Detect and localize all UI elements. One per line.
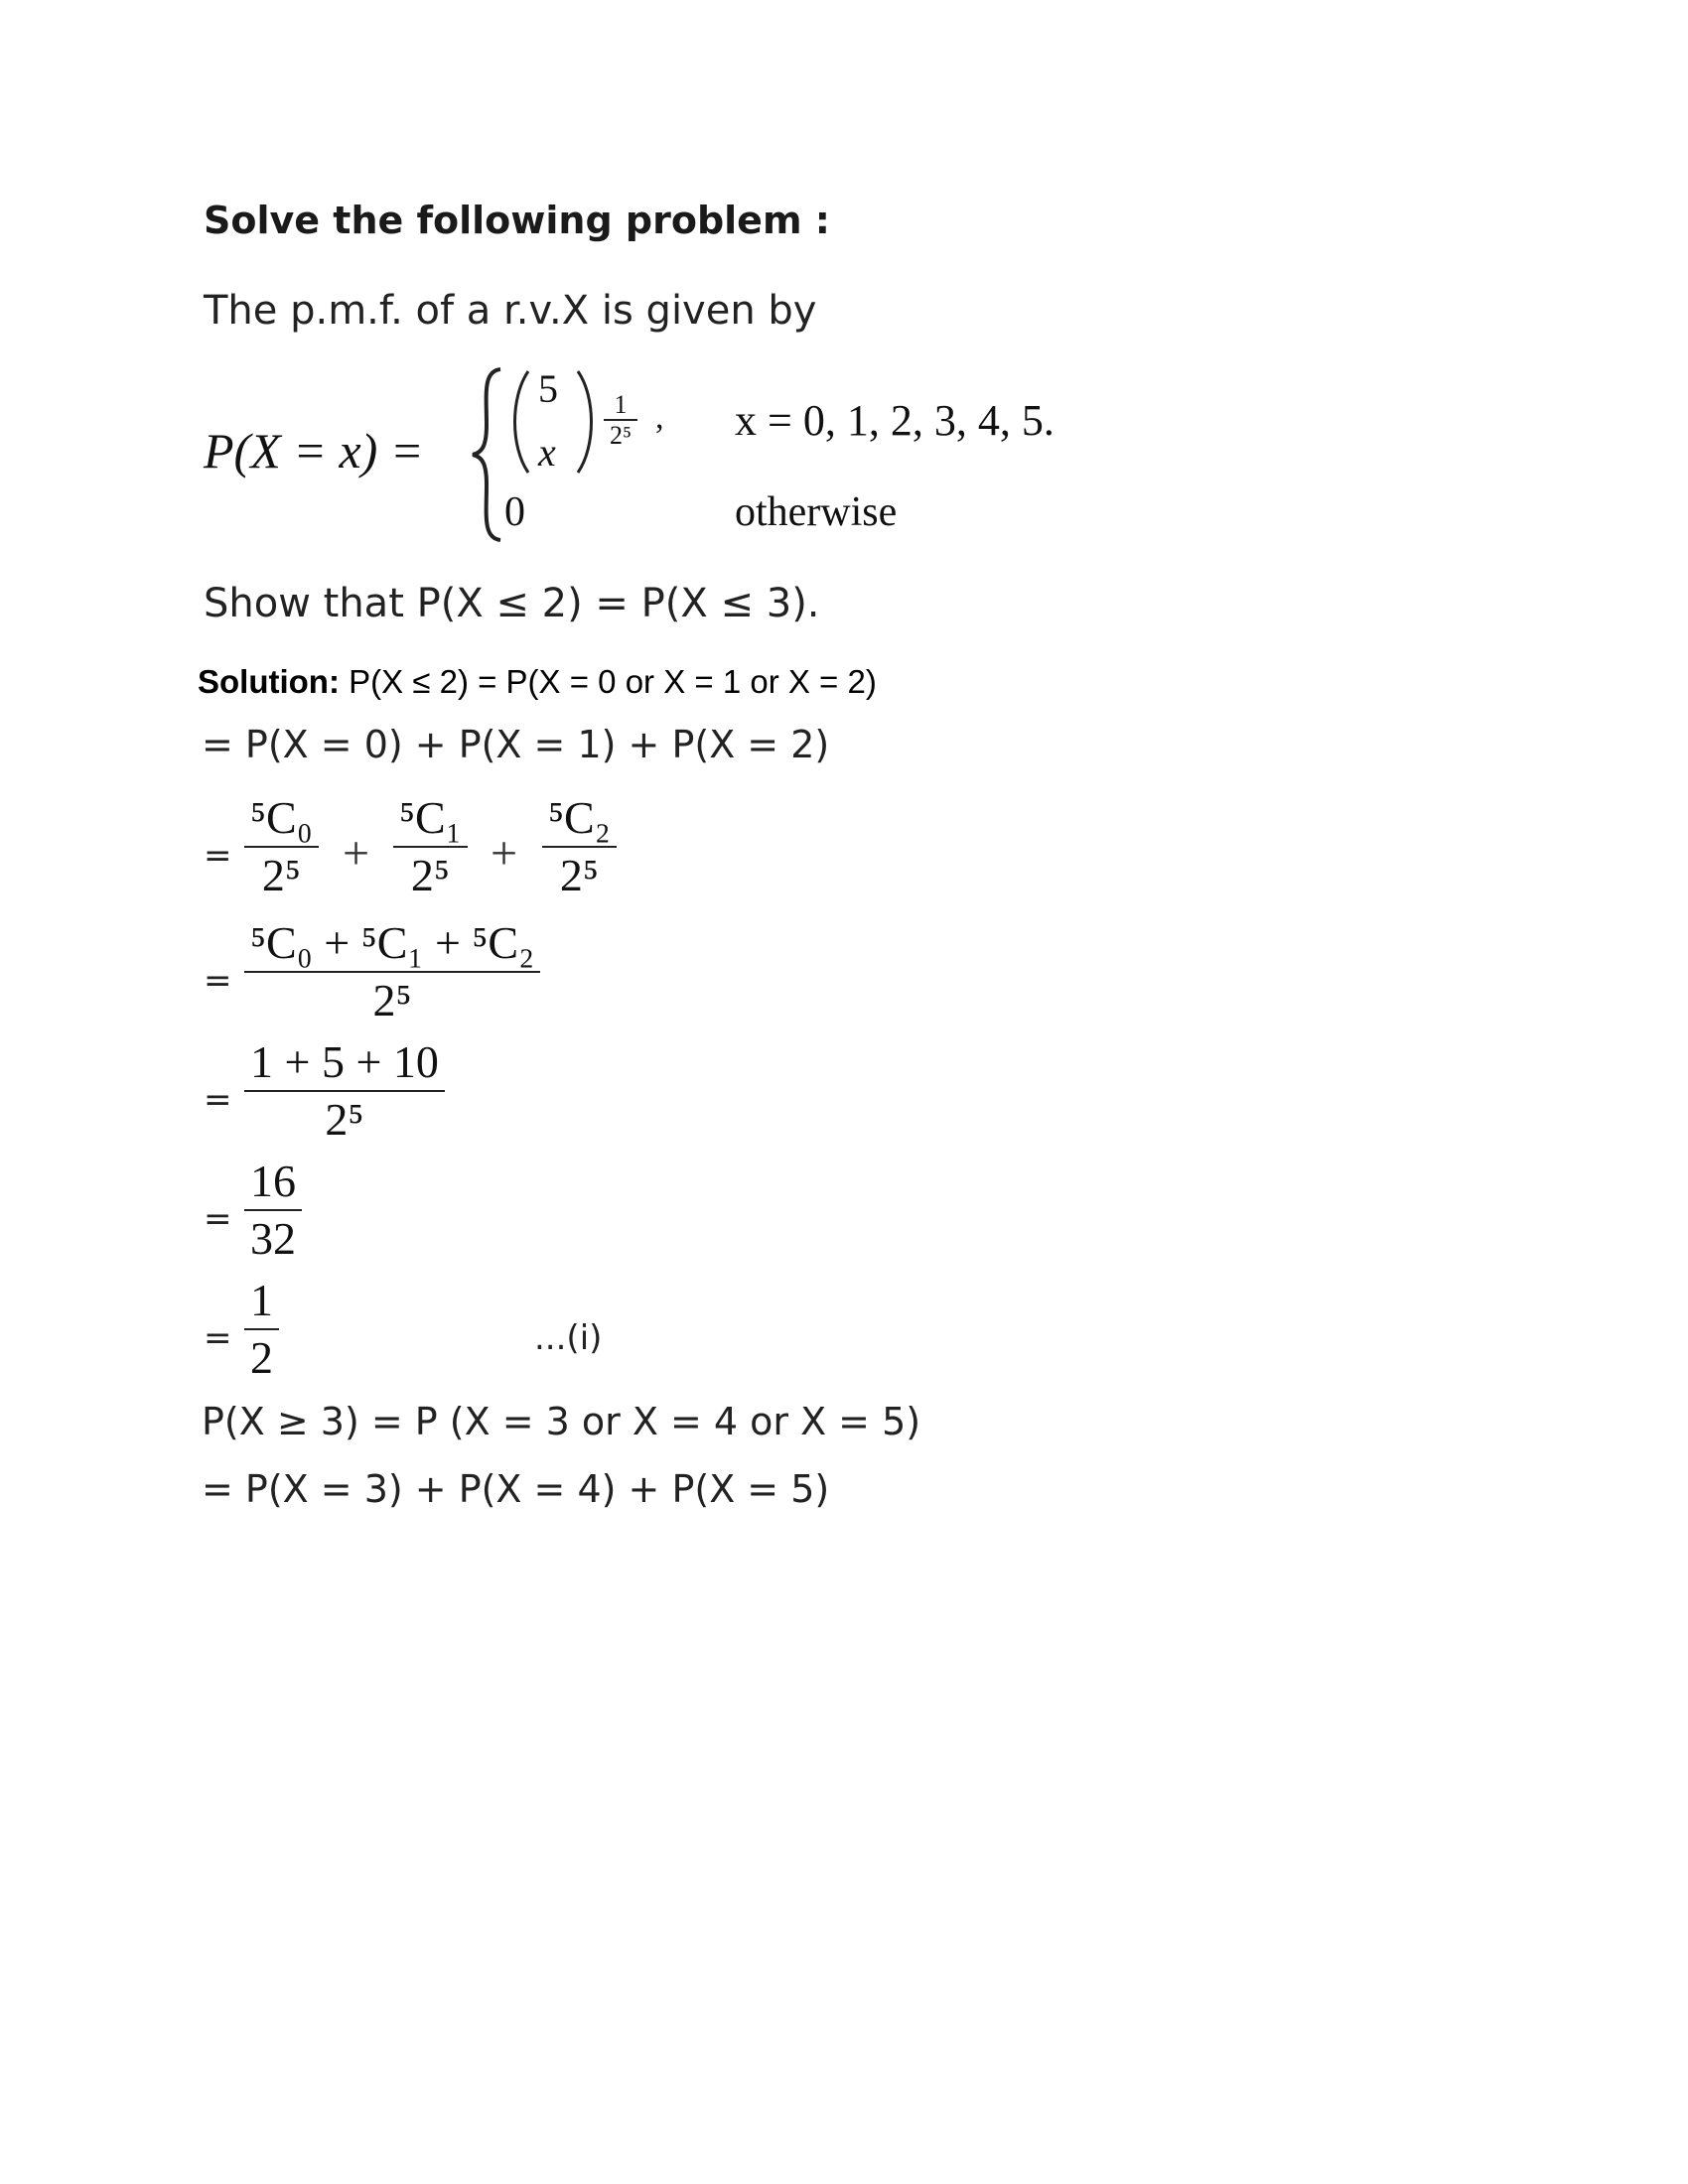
pmf-fraction: 1 2⁵ <box>604 391 637 449</box>
problem-intro: The p.m.f. of a r.v.X is given by <box>204 288 817 334</box>
solution-line <box>198 663 877 701</box>
case2-condition: otherwise <box>735 489 898 535</box>
plus-sign: + <box>343 827 370 880</box>
solution-label: Solution: <box>198 663 340 700</box>
equals-sign: = <box>204 836 232 876</box>
binom-top: 5 <box>538 366 558 411</box>
fraction-sum-combinations: ⁵C₀ + ⁵C₁ + ⁵C₂ 2⁵ <box>244 919 540 1025</box>
show-statement: Show that P(X ≤ 2) = P(X ≤ 3). <box>204 581 820 626</box>
fraction-16-32: 16 32 <box>244 1158 302 1264</box>
solution-text: P(X ≤ 2) = P(X = 0 or X = 1 or X = 2) <box>339 663 877 700</box>
case2-value: 0 <box>504 489 525 535</box>
fraction-5c2: ⁵C₂ 2⁵ <box>542 794 617 900</box>
fraction-5c1: ⁵C₁ 2⁵ <box>393 794 468 900</box>
fraction-1-2: 1 2 <box>244 1277 279 1383</box>
equals-sign: = <box>204 1080 232 1120</box>
fraction-5c0: ⁵C₀ 2⁵ <box>244 794 319 900</box>
step-line-1: = P(X = 0) + P(X = 1) + P(X = 2) <box>202 723 830 766</box>
step-line-7: P(X ≥ 3) = P (X = 3 or X = 4 or X = 5) <box>202 1400 921 1443</box>
left-brace-icon <box>469 365 508 544</box>
case1-condition: x = 0, 1, 2, 3, 4, 5. <box>735 396 1055 445</box>
pmf-comma: , <box>655 399 664 436</box>
equals-sign: = <box>204 1318 232 1358</box>
problem-heading: Solve the following problem : <box>204 199 830 242</box>
equals-sign: = <box>204 961 232 1001</box>
pmf-lhs: P(X = x) = <box>204 423 424 478</box>
step-line-8: = P(X = 3) + P(X = 4) + P(X = 5) <box>202 1467 830 1511</box>
equation-reference: ...(i) <box>534 1318 603 1358</box>
equals-sign: = <box>204 1199 232 1239</box>
binom-bottom: x <box>538 430 556 475</box>
fraction-1-5-10: 1 + 5 + 10 2⁵ <box>244 1038 445 1145</box>
plus-sign: + <box>491 827 518 880</box>
